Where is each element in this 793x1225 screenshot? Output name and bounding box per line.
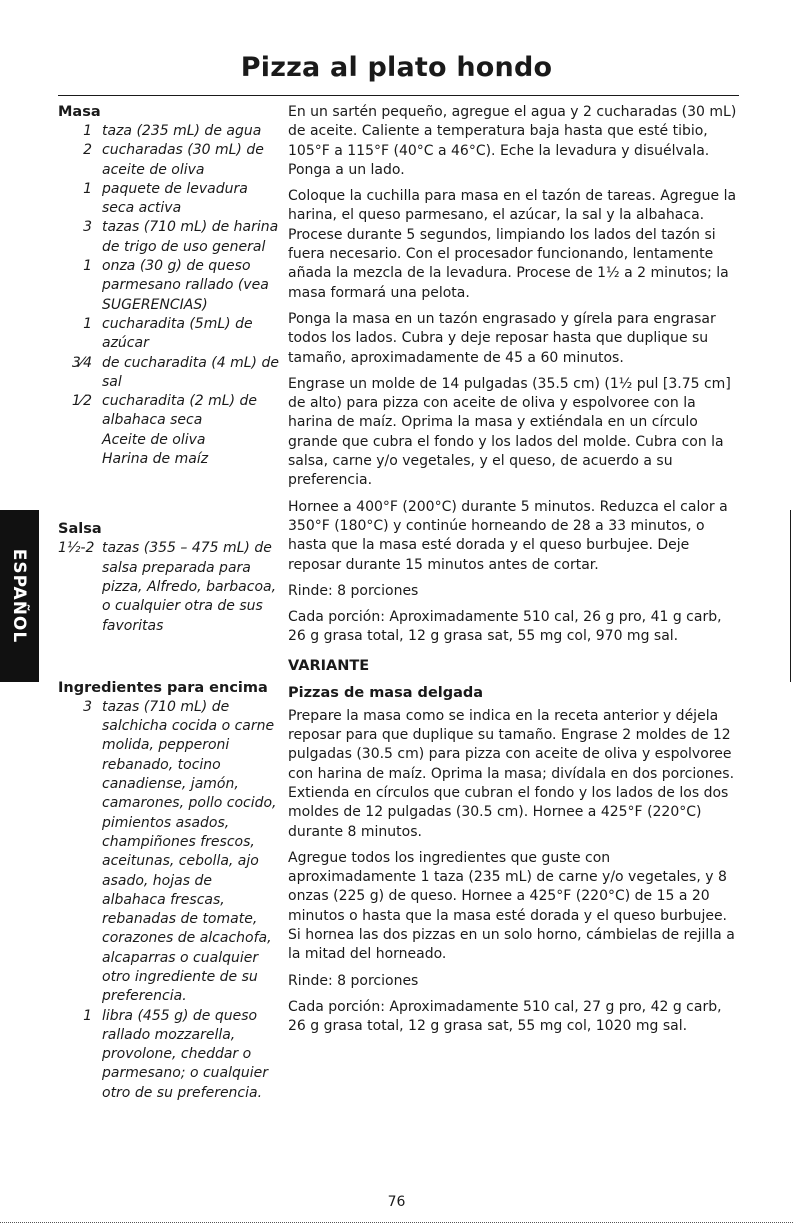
- ingredient-qty: 1½-2: [58, 540, 95, 557]
- ingredient-qty: 1: [83, 1007, 92, 1024]
- instructions-column: [288, 103, 740, 1043]
- ingredients-column: [58, 103, 280, 1103]
- variant-subheading: Pizzas de masa delgada: [288, 684, 484, 701]
- ingredient-item: [58, 431, 280, 450]
- instruction-paragraph: En un sartén pequeño, agregue el agua y 2 cucharadas (30 mL) de aceite. Caliente a temperatura baja hasta que esté tibio, 105°F a 115°F (40°C a 46°C). Eche la levadura y disuélvala. Ponga a un lado.: [288, 104, 737, 178]
- variant-paragraph: Agregue todos los ingredientes que guste con aproximadamente 1 taza (235 mL) de carne y/o vegetales, y 8 onzas (225 g) de queso. Hornee a 425°F (220°C) de 15 a 20 minutos o hasta que la masa esté dorada y el queso burbujee. Si hornea las dos pizzas en un solo horno, cámbielas de rejilla a la mitad del horneado.: [288, 849, 735, 963]
- ingredient-desc: Aceite de oliva: [102, 431, 206, 448]
- margin-line: [790, 510, 791, 682]
- salsa-list: [58, 539, 280, 635]
- ingredient-qty: 1: [83, 315, 92, 332]
- ingredient-qty: 1: [83, 180, 92, 197]
- variant-paragraph: Prepare la masa como se indica en la receta anterior y déjela reposar para que duplique su tamaño. Engrase 2 moldes de 12 pulgadas (30.5 cm) para pizza con aceite de oliva y espolvoree con harina de maíz. Oprima la masa; divídala en dos porciones. Extienda en círculos que cubran el fondo y los lados de los dos moldes de 12 pulgadas (30.5 cm). Hornee a 425°F (220°C) durante 8 minutos.: [288, 707, 735, 840]
- instruction-paragraph: Ponga la masa en un tazón engrasado y gírela para engrasar todos los lados. Cubra y deje reposar hasta que duplique su tamaño, aproximadamente de 45 a 60 minutos.: [288, 310, 716, 366]
- encima-list: [58, 698, 280, 1103]
- ingredient-item: [58, 698, 280, 1007]
- encima-heading: Ingredientes para encima: [58, 679, 268, 696]
- ingredient-item: [58, 257, 280, 315]
- ingredient-desc: paquete de levadura seca activa: [102, 180, 248, 217]
- ingredient-item: [58, 141, 280, 180]
- ingredient-desc: taza (235 mL) de agua: [102, 123, 262, 139]
- ingredient-desc: libra (455 g) de queso rallado mozzarella, provolone, cheddar o parmesano; o cualquier otro de su preferencia.: [102, 1007, 269, 1101]
- ingredient-desc: cucharadita (2 mL) de albahaca seca: [102, 393, 258, 429]
- instruction-paragraph: Hornee a 400°F (200°C) durante 5 minutos. Reduzca el calor a 350°F (180°C) y continúe horneando de 28 a 33 minutos, o hasta que la masa esté dorada y el queso burbujee. Deje reposar durante 15 minutos antes de cortar.: [288, 498, 728, 573]
- page-number: 76: [387, 1194, 406, 1210]
- ingredient-qty: 1: [83, 258, 92, 275]
- instructions: [288, 103, 740, 647]
- ingredient-item: [58, 1007, 280, 1103]
- ingredient-desc: tazas (355 – 475 mL) de salsa preparada para pizza, Alfredo, barbacoa, o cualquier otra de sus favoritas: [102, 540, 277, 634]
- ingredient-qty: 3: [83, 219, 92, 236]
- ingredient-desc: cucharadas (30 mL) de aceite de oliva: [102, 142, 264, 178]
- ingredient-qty: [58, 431, 102, 450]
- ingredient-desc: Harina de maíz: [102, 451, 209, 468]
- ingredient-qty: 1⁄2: [71, 393, 92, 410]
- ingredient-item: [58, 354, 280, 393]
- ingredient-qty: 2: [83, 142, 92, 159]
- language-tab-label: ESPAÑOL: [9, 548, 29, 644]
- variant-paragraphs: [288, 707, 740, 1037]
- ingredient-desc: cucharadita (5mL) de azúcar: [102, 315, 253, 352]
- ingredient-qty: 1: [83, 123, 92, 139]
- ingredient-item: [58, 450, 280, 469]
- ingredient-qty: 3: [83, 698, 92, 715]
- ingredient-item: [58, 539, 280, 635]
- ingredient-item: [58, 218, 280, 257]
- masa-heading: Masa: [58, 104, 101, 120]
- ingredient-item: [58, 122, 280, 141]
- masa-list: [58, 122, 280, 469]
- ingredient-desc: de cucharadita (4 mL) de sal: [102, 354, 279, 390]
- ingredient-qty: 3⁄4: [71, 354, 92, 371]
- variant-heading: VARIANTE: [288, 657, 370, 674]
- page-title: Pizza al plato hondo: [240, 52, 553, 83]
- ingredient-item: [58, 315, 280, 354]
- instruction-paragraph: Cada porción: Aproximadamente 510 cal, 26 g pro, 41 g carb, 26 g grasa total, 12 g grasa sat, 55 mg col, 970 mg sal.: [288, 609, 722, 645]
- language-tab: [0, 510, 39, 682]
- ingredient-desc: onza (30 g) de queso parmesano rallado (vea SUGERENCIAS): [102, 258, 269, 313]
- bottom-border: [0, 1222, 793, 1223]
- ingredient-item: [58, 180, 280, 219]
- ingredient-desc: tazas (710 mL) de salchicha cocida o carne molida, pepperoni rebanado, tocino canadiense, jamón, camarones, pollo cocido, pimientos asados, champiñones frescos, aceitunas, cebolla, ajo asado, hojas de albahaca frescas, rebanadas de tomate, corazones de alcachofa, alcaparras o cualquier otro ingrediente de su preferencia.: [102, 698, 277, 1005]
- instruction-paragraph: Rinde: 8 porciones: [288, 582, 419, 599]
- title-rule: [58, 95, 739, 96]
- ingredient-desc: tazas (710 mL) de harina de trigo de uso general: [102, 219, 279, 255]
- ingredient-item: [58, 392, 280, 431]
- variant-paragraph: Rinde: 8 porciones: [288, 972, 419, 989]
- variant-paragraph: Cada porción: Aproximadamente 510 cal, 27 g pro, 42 g carb, 26 g grasa total, 12 g grasa sat, 55 mg col, 1020 mg sal.: [288, 998, 722, 1035]
- salsa-heading: Salsa: [58, 521, 102, 538]
- instruction-paragraph: Coloque la cuchilla para masa en el tazón de tareas. Agregue la harina, el queso parmesano, el azúcar, la sal y la albahaca. Procese durante 5 segundos, limpiando los lados del tazón si fuera necesario. Con el procesador funcionando, lentamente añada la mezcla de la levadura. Procese de 1½ a 2 minutos; la masa formará una pelota.: [288, 188, 737, 301]
- ingredient-qty: [58, 450, 102, 469]
- instruction-paragraph: Engrase un molde de 14 pulgadas (35.5 cm) (1½ pul [3.75 cm] de alto) para pizza con aceite de oliva y espolvoree con la harina de maíz. Oprima la masa y extiéndala en un círculo grande que cubra el fondo y los lados del molde. Cubra con la salsa, carne y/o vegetales, y el queso, de acuerdo a su preferencia.: [288, 375, 731, 489]
